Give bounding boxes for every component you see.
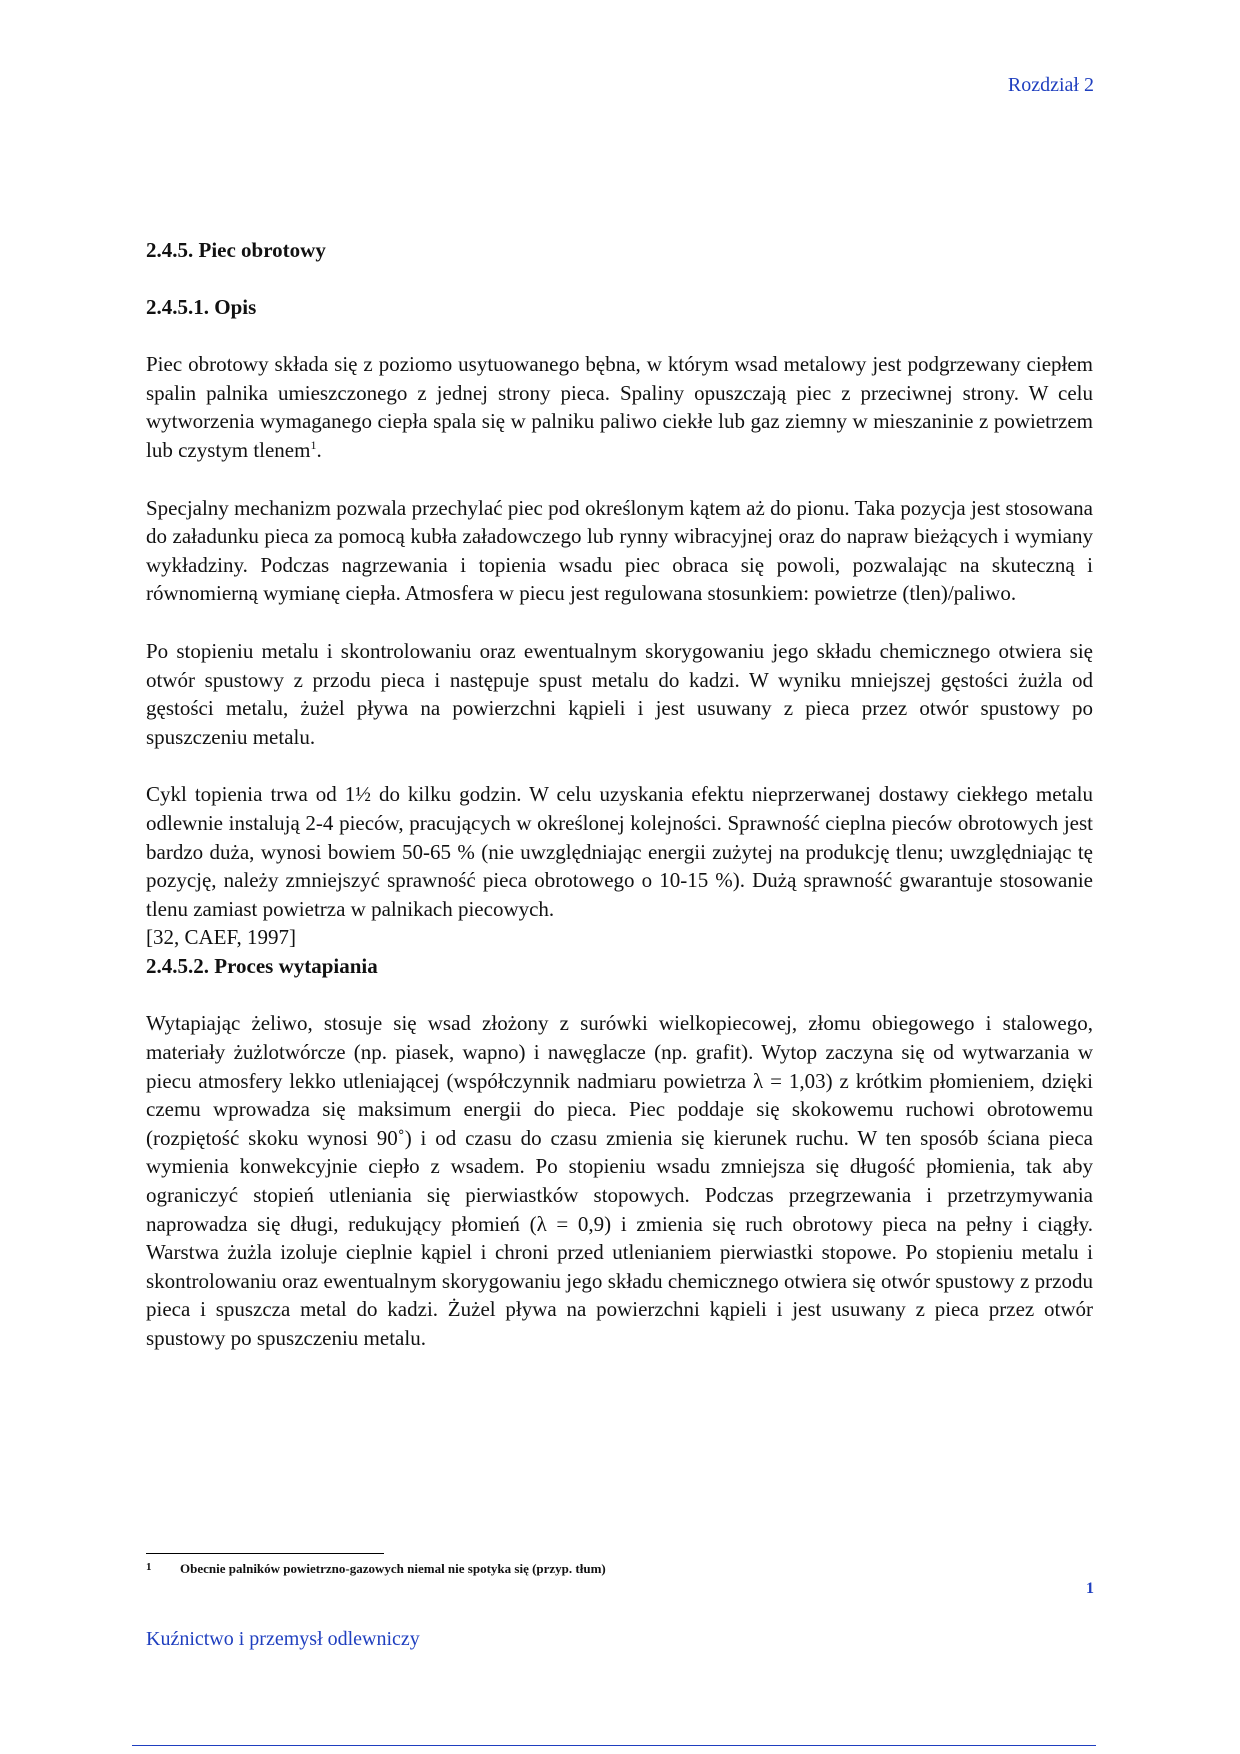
paragraph: Po stopieniu metalu i skontrolowaniu oraz ewentualnym skorygowaniu jego składu chemicznego otwiera się otwór spustowy z przodu pieca i następuje spust metalu do kadzi. W wyniku mniejszej gęstości żużla od gęstości metalu, żużel pływa na powierzchni kąpieli i jest usuwany z pieca przez otwór spustowy po spuszczeniu metalu. [146, 638, 1093, 749]
footer-title: Kuźnictwo i przemysł odlewniczy [146, 1628, 420, 1650]
subsection-heading-proces: 2.4.5.2. Proces wytapiania [146, 953, 378, 978]
footnote [146, 1561, 606, 1577]
paragraph: Cykl topienia trwa od 1½ do kilku godzin. W celu uzyskania efektu nieprzerwanej dostawy ciekłego metalu odlewnie instalują 2-4 pieców, pracujących w określonej kolejności. Sprawność cieplna pieców obrotowych jest bardzo duża, wynosi bowiem 50-65 % (nie uwzględniając energii zużytej na produkcję tlenu; uwzględniając tę pozycję, należy zmniejszyć sprawność pieca obrotowego o 10-15 %). Dużą sprawność gwarantuje stosowanie tlenu zamiast powietrza w palnikach piecowych. [146, 782, 1093, 921]
chapter-header: Rozdział 2 [1007, 74, 1094, 96]
reference: [32, CAEF, 1997] [146, 925, 296, 950]
subsection-heading-opis: 2.4.5.1. Opis [146, 294, 257, 319]
section-heading: 2.4.5. Piec obrotowy [146, 238, 326, 262]
footnote-separator [146, 1553, 384, 1554]
paragraph: Specjalny mechanizm pozwala przechylać piec pod określonym kątem aż do pionu. Taka pozycja jest stosowana do załadunku pieca za pomocą kubła załadowczego lub rynny wibracyjnej oraz do napraw bieżących i wymiany wykładziny. Podczas nagrzewania i topienia wsadu piec obraca się powoli, pozwalając na skuteczną i równomierną wymianę ciepła. Atmosfera w piecu jest regulowana stosunkiem: powietrze (tlen)/paliwo. [146, 495, 1093, 606]
footer-divider [132, 1745, 1096, 1746]
footnote-number: 1 [146, 1561, 152, 1573]
document-body [146, 236, 1093, 1353]
paragraph: Wytapiając żeliwo, stosuje się wsad złożony z surówki wielkopiecowej, złomu obiegowego i stalowego, materiały żużlotwórcze (np. piasek, wapno) i nawęglacze (np. grafit). Wytop zaczyna się od wytwarzania w piecu atmosfery lekko utleniającej (współczynnik nadmiaru powietrza λ = 1,03) z krótkim płomieniem, dzięki czemu wprowadza się maksimum energii do pieca. Piec poddaje się skokowemu ruchowi obrotowemu (rozpiętość skoku wynosi 90˚) i od czasu do czasu zmienia się kierunek ruchu. W ten sposób ściana pieca wymienia konwekcyjnie ciepło z wsadem. Po stopieniu wsadu zmniejsza się długość płomienia, tak aby ograniczyć stopień utleniania się pierwiastków stopowych. Podczas przegrzewania i przetrzymywania naprowadza się długi, redukujący płomień (λ = 0,9) i zmienia się ruch obrotowy pieca na pełny i ciągły. Warstwa żużla izoluje cieplnie kąpiel i chroni przed utlenianiem pierwiastki stopowe. Po stopieniu metalu i skontrolowaniu oraz ewentualnym skorygowaniu jego składu chemicznego otwiera się otwór spustowy z przodu pieca i spuszcza metal do kadzi. Żużel pływa na powierzchni kąpieli i jest usuwany z pieca przez otwór spustowy po spuszczeniu metalu. [146, 1011, 1093, 1350]
paragraph: Piec obrotowy składa się z poziomo usytuowanego bębna, w którym wsad metalowy jest podgrzewany ciepłem spalin palnika umieszczonego z jednej strony pieca. Spaliny opuszczają piec z przeciwnej strony. W celu wytworzenia wymaganego ciepła spala się w palniku paliwo ciekłe lub gaz ziemny w mieszaninie z powietrzem lub czystym tlenem$^1$. [146, 352, 1093, 462]
footnote-reference[interactable]: 1 [310, 437, 317, 452]
page-number: 1 [1086, 1580, 1094, 1597]
footnote-text: Obecnie palników powietrzno-gazowych niemal nie spotyka się (przyp. tłum) [180, 1561, 606, 1576]
